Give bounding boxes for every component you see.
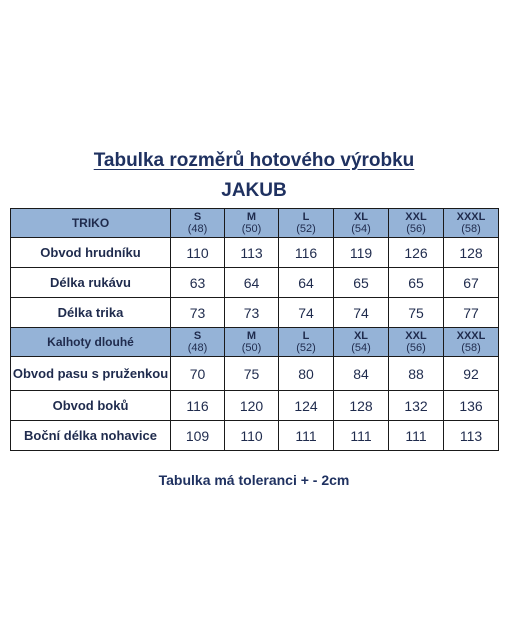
table-cell: 73 <box>225 298 279 328</box>
table-cell: 126 <box>389 238 444 268</box>
table-row <box>11 421 499 451</box>
size-header: XL (54) <box>334 328 389 357</box>
table-cell: 111 <box>334 421 389 451</box>
table-cell: 136 <box>444 391 499 421</box>
table-header-row <box>11 209 499 238</box>
product-name: JAKUB <box>221 180 287 201</box>
table-cell: 64 <box>279 268 334 298</box>
table-cell: 111 <box>389 421 444 451</box>
table-cell: 65 <box>334 268 389 298</box>
table-cell: 132 <box>389 391 444 421</box>
table-cell: 63 <box>171 268 225 298</box>
table-cell: 64 <box>225 268 279 298</box>
table-cell: 77 <box>444 298 499 328</box>
size-header: XXL (56) <box>389 328 444 357</box>
tolerance-note: Tabulka má toleranci + - 2cm <box>158 472 350 488</box>
table-cell: 128 <box>444 238 499 268</box>
size-header: S (48) <box>171 328 225 357</box>
size-table <box>10 208 499 451</box>
table-cell: 110 <box>225 421 279 451</box>
table-cell: 128 <box>334 391 389 421</box>
table-row <box>11 238 499 268</box>
row-label: Obvod hrudníku <box>11 238 171 268</box>
table-cell: 119 <box>334 238 389 268</box>
page-title-text: Tabulka rozměrů hotového výrobku <box>93 150 415 171</box>
size-header: XXL (56) <box>389 209 444 238</box>
size-header: XL (54) <box>334 209 389 238</box>
table-cell: 116 <box>279 238 334 268</box>
section-header-kalhoty: Kalhoty dlouhé <box>11 328 171 357</box>
size-header: XXXL (58) <box>444 209 499 238</box>
size-header: S (48) <box>171 209 225 238</box>
table-cell: 80 <box>279 357 334 391</box>
table-cell: 124 <box>279 391 334 421</box>
table-header-row <box>11 328 499 357</box>
table-cell: 120 <box>225 391 279 421</box>
row-label: Boční délka nohavice <box>11 421 171 451</box>
size-header: XXXL (58) <box>444 328 499 357</box>
table-cell: 65 <box>389 268 444 298</box>
row-label: Délka rukávu <box>11 268 171 298</box>
table-cell: 88 <box>389 357 444 391</box>
row-label: Obvod pasu s pruženkou <box>11 357 171 391</box>
size-header: L (52) <box>279 209 334 238</box>
table-cell: 75 <box>225 357 279 391</box>
table-row <box>11 391 499 421</box>
row-label: Délka trika <box>11 298 171 328</box>
table-cell: 92 <box>444 357 499 391</box>
size-header: M (50) <box>225 328 279 357</box>
table-cell: 84 <box>334 357 389 391</box>
table-row <box>11 357 499 391</box>
table-row <box>11 268 499 298</box>
table-cell: 67 <box>444 268 499 298</box>
size-header: M (50) <box>225 209 279 238</box>
table-cell: 110 <box>171 238 225 268</box>
table-cell: 75 <box>389 298 444 328</box>
table-cell: 73 <box>171 298 225 328</box>
table-row <box>11 298 499 328</box>
row-label: Obvod boků <box>11 391 171 421</box>
size-header: L (52) <box>279 328 334 357</box>
section-header-triko: TRIKO <box>11 209 171 238</box>
table-cell: 116 <box>171 391 225 421</box>
table-cell: 109 <box>171 421 225 451</box>
page-title <box>0 150 508 172</box>
table-cell: 74 <box>279 298 334 328</box>
table-cell: 113 <box>225 238 279 268</box>
table-cell: 70 <box>171 357 225 391</box>
table-cell: 113 <box>444 421 499 451</box>
table-cell: 74 <box>334 298 389 328</box>
table-cell: 111 <box>279 421 334 451</box>
